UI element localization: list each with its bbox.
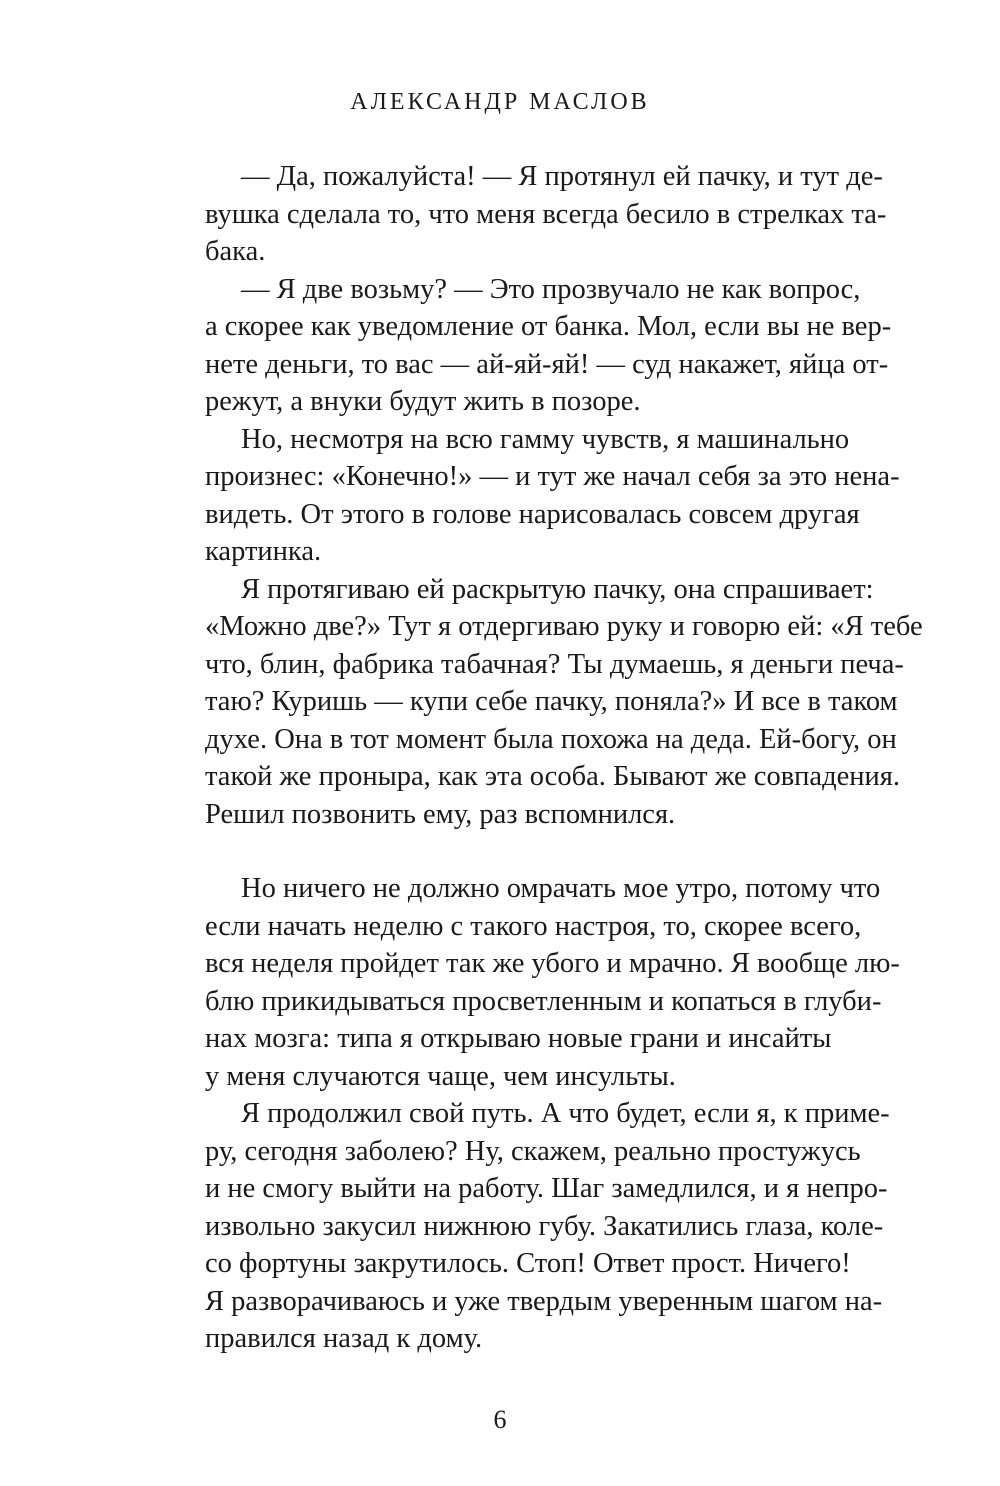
text-line: правился назад к дому. xyxy=(205,1323,483,1354)
text-line: ру, сегодня заболею? Ну, скажем, реально простужусь xyxy=(205,1135,861,1167)
text-line: Я продолжил свой путь. А что будет, если я, к приме- xyxy=(241,1098,890,1129)
text-line: произнес: «Конечно!» — и тут же начал себя за это нена- xyxy=(205,461,900,492)
text-line: что, блин, фабрика табачная? Ты думаешь, я деньги печа- xyxy=(205,648,904,680)
text-line: у меня случаются чаще, чем инсульты. xyxy=(205,1060,676,1092)
text-line: а скорее как уведомление от банка. Мол, если вы не вер- xyxy=(205,311,892,342)
text-line: вушка сделала то, что меня всегда бесило в стрелках та- xyxy=(205,198,887,230)
text-line: нах мозга: типа я открываю новые грани и инсайты xyxy=(205,1023,832,1054)
text-line: Но, несмотря на всю гамму чувств, я машинально xyxy=(241,423,850,455)
text-line: вся неделя пройдет так же убого и мрачно. Я вообще лю- xyxy=(205,948,900,979)
text-line: нете деньги, то вас — ай-яй-яй! — суд накажет, яйца от- xyxy=(205,348,889,380)
text-line: духе. Она в тот момент была похожа на деда. Ей-богу, он xyxy=(205,723,897,755)
running-head: АЛЕКСАНДР МАСЛОВ xyxy=(350,89,650,115)
text-section-1 xyxy=(205,158,923,833)
text-line: Я протягиваю ей раскрытую пачку, она спрашивает: xyxy=(241,573,874,605)
page-number: 6 xyxy=(493,1405,507,1434)
text-line: и не смогу выйти на работу. Шаг замедлился, и я непро- xyxy=(205,1173,888,1204)
text-line: извольно закусил нижнюю губу. Закатились глаза, коле- xyxy=(205,1210,884,1242)
text-line: блю прикидываться просветленным и копаться в глуби- xyxy=(205,985,882,1017)
text-line: видеть. От этого в голове нарисовалась совсем другая xyxy=(205,498,860,530)
text-line: если начать неделю с такого настроя, то, скорее всего, xyxy=(205,910,862,942)
text-line: Решил позвонить ему, раз вспомнился. xyxy=(205,798,676,830)
text-line: режут, а внуки будут жить в позоре. xyxy=(205,386,641,417)
text-line: бака. xyxy=(205,236,266,267)
text-line: — Я две возьму? — Это прозвучало не как вопрос, xyxy=(241,273,861,305)
text-line: Я разворачиваюсь и уже твердым уверенным шагом на- xyxy=(205,1285,883,1317)
text-line: картинка. xyxy=(205,536,322,567)
text-line: со фортуны закрутилось. Стоп! Ответ прост. Ничего! xyxy=(205,1248,851,1279)
text-section-2 xyxy=(205,870,900,1358)
text-line: — Да, пожалуйста! — Я протянул ей пачку, и тут де- xyxy=(241,161,883,192)
text-line: Но ничего не должно омрачать мое утро, потому что xyxy=(241,873,881,904)
text-line: такой же проныра, как эта особа. Бывают же совпадения. xyxy=(205,761,900,792)
text-line: таю? Куришь — купи себе пачку, поняла?» И все в таком xyxy=(205,686,898,717)
text-line: «Можно две?» Тут я отдергиваю руку и говорю ей: «Я тебе xyxy=(205,611,923,642)
